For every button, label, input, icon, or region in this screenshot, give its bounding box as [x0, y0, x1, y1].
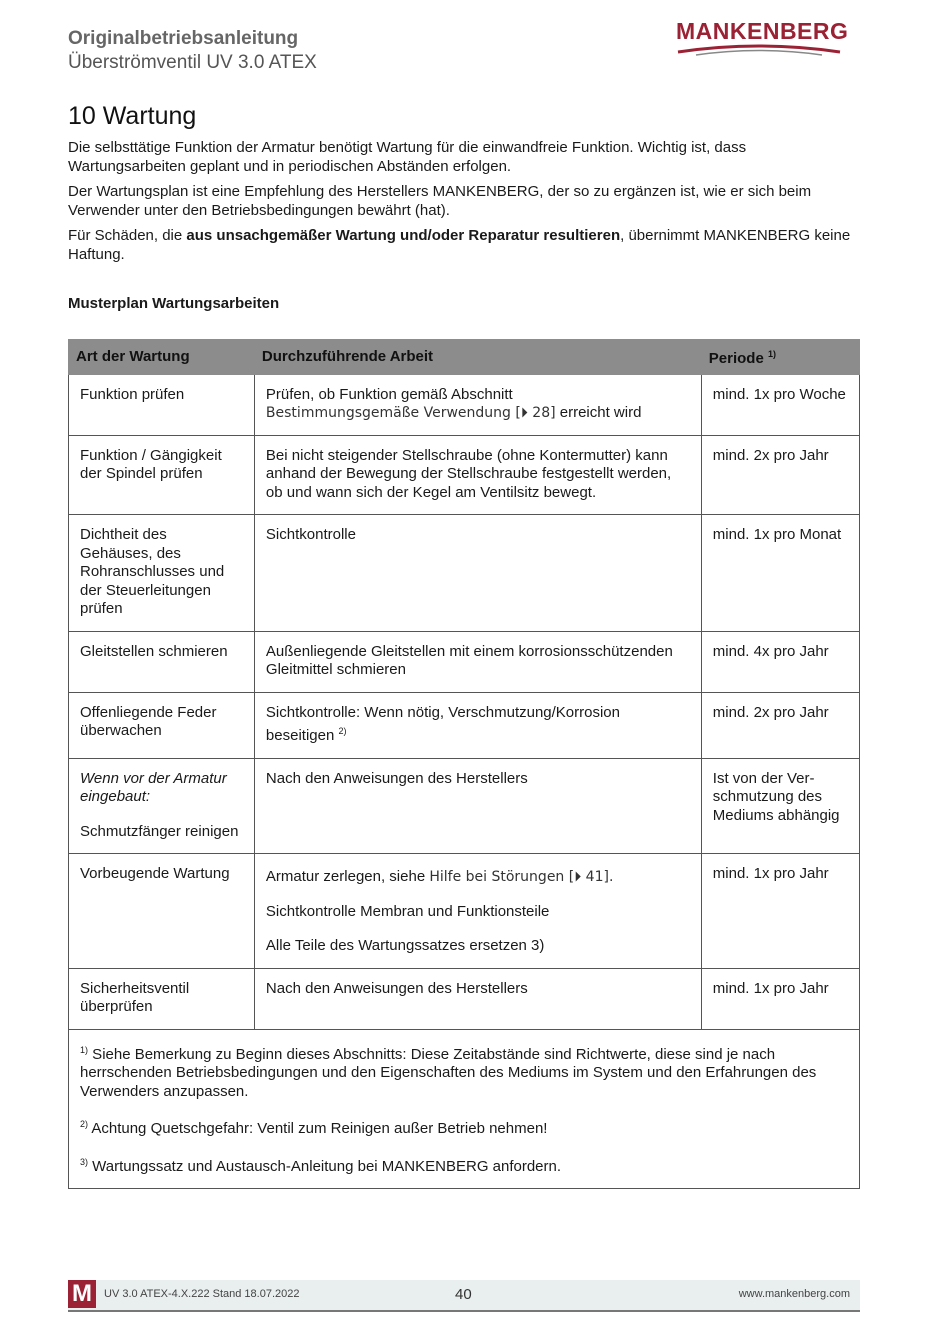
mankenberg-logo	[676, 18, 849, 58]
cell-arbeit: Sichtkontrolle	[254, 515, 701, 632]
col-header-arbeit: Durchzuführende Arbeit	[254, 340, 701, 375]
footnote-ref: 2)	[338, 726, 347, 736]
footnote-text: Siehe Bemerkung zu Beginn dieses Abschnitts: Diese Zeitabstände sind Richtwerte, diese sind je nach herrschenden Betriebsbedingungen und den Eigenschaften des Mediums im System und den Erfahrungen des Verwenders anzupassen.	[80, 1045, 817, 1100]
page-arrow-icon: ⏵	[574, 869, 582, 885]
table-row	[69, 968, 860, 1029]
arbeit-line	[266, 404, 690, 423]
footer-website-link[interactable]: www.mankenberg.com	[738, 1288, 850, 1300]
art-text: Schmutzfänger reinigen	[80, 822, 239, 840]
col-header-periode	[701, 340, 859, 375]
arbeit-text-end: erreicht wird	[555, 404, 642, 421]
document-header-title: Originalbetriebsanleitung	[68, 28, 299, 49]
intro-paragraph-3	[68, 227, 868, 264]
p3-bold: aus unsachgemäßer Wartung und/oder Reparatur resultieren	[186, 227, 621, 244]
cell-arbeit: Bei nicht steigender Stellschraube (ohne Kontermutter) kann anhand der Bewegung der Stellschraube festgestellt werden, ob und wann sich der Kegel am Ventilsitz bewegt.	[254, 435, 701, 515]
arbeit-text: Armatur zerlegen, siehe	[265, 868, 430, 885]
cross-reference-page[interactable]: 28]	[527, 405, 556, 421]
page-arrow-icon: ⏵	[520, 405, 528, 421]
footnote	[80, 1115, 848, 1139]
logo-swoosh-icon	[676, 42, 842, 56]
cross-reference-link[interactable]: Bestimmungsgemäße Verwendung [	[265, 405, 521, 421]
cell-arbeit	[254, 692, 701, 758]
cell-periode: mind. 1x pro Woche	[701, 374, 859, 435]
logo-text: MANKENBERG	[676, 18, 849, 44]
cell-periode: mind. 1x pro Monat	[701, 515, 859, 632]
cell-art: Offenliegende Feder überwachen	[69, 692, 255, 758]
cell-art: Funktion prüfen	[69, 374, 255, 435]
cell-periode: mind. 1x pro Jahr	[701, 854, 859, 969]
footnote	[80, 1153, 848, 1177]
cell-art: Vorbeugende Wartung	[69, 854, 255, 969]
arbeit-line: Alle Teile des Wartungssatzes ersetzen 3)	[265, 937, 545, 954]
section-heading: 10 Wartung	[68, 102, 197, 130]
cell-arbeit	[254, 374, 701, 435]
cell-art: Gleitstellen schmieren	[69, 631, 255, 692]
table-notes-row	[69, 1029, 860, 1189]
footer-doc-id: UV 3.0 ATEX-4.X.222 Stand 18.07.2022	[104, 1288, 300, 1300]
cell-arbeit: Nach den Anweisungen des Herstellers	[254, 758, 701, 854]
arbeit-line	[266, 868, 690, 887]
intro-paragraph-2: Der Wartungsplan ist eine Empfehlung des Herstellers MANKENBERG, der so zu ergänzen ist, wie er sich beim Verwender unter den Betriebsbedingungen bewährt (hat).	[68, 183, 812, 219]
arbeit-line: Sichtkontrolle Membran und Funktionsteile	[265, 902, 550, 920]
table-row	[69, 374, 860, 435]
table-row	[69, 435, 860, 515]
intro-paragraph-1: Die selbsttätige Funktion der Armatur benötigt Wartung für die einwandfreie Funktion. Wichtig ist, dass Wartungsarbeiten geplant und in periodischen Abständen erfolgen.	[68, 139, 747, 175]
periode-label: Periode	[708, 350, 764, 367]
footnote-number: 2)	[80, 1119, 89, 1129]
plan-title: Musterplan Wartungsarbeiten	[68, 295, 280, 312]
cell-periode: mind. 2x pro Jahr	[701, 435, 859, 515]
cell-art: Funktion / Gängigkeit der Spindel prüfen	[69, 435, 255, 515]
cell-periode: Ist von der Ver-schmutzung des Mediums abhängig	[701, 758, 859, 854]
cell-art: Dichtheit des Gehäuses, des Rohranschlusses und der Steuerleitungen prüfen	[69, 515, 255, 632]
cell-art	[69, 758, 255, 854]
footnote-number: 3)	[80, 1156, 89, 1167]
footnotes-cell	[69, 1029, 860, 1189]
cell-periode: mind. 4x pro Jahr	[701, 631, 859, 692]
table-row	[69, 692, 860, 758]
page-number: 40	[455, 1286, 472, 1303]
arbeit-line: Prüfen, ob Funktion gemäß Abschnitt	[265, 385, 513, 403]
p3-start: Für Schäden, die	[68, 227, 187, 244]
footnote-number: 1)	[80, 1044, 89, 1055]
footnote	[80, 1041, 848, 1102]
footnote-text: Achtung Quetschgefahr: Ventil zum Reinigen außer Betrieb nehmen!	[88, 1120, 548, 1137]
col-header-art: Art der Wartung	[69, 340, 255, 375]
cell-periode: mind. 2x pro Jahr	[701, 692, 859, 758]
table-header-row	[69, 340, 860, 375]
cross-reference-page[interactable]: 41].	[581, 869, 614, 885]
table-row	[69, 631, 860, 692]
document-header-subtitle: Überströmventil UV 3.0 ATEX	[68, 52, 317, 73]
cell-arbeit: Nach den Anweisungen des Herstellers	[254, 968, 701, 1029]
table-row	[69, 515, 860, 632]
periode-footnote-ref: 1)	[767, 349, 776, 359]
cell-arbeit	[254, 854, 701, 969]
cell-periode: mind. 1x pro Jahr	[701, 968, 859, 1029]
maintenance-table	[68, 339, 860, 1189]
page-footer	[68, 1280, 860, 1312]
cell-arbeit: Außenliegende Gleitstellen mit einem korrosionsschützenden Gleitmittel schmieren	[254, 631, 701, 692]
footnote-text: Wartungssatz und Austausch-Anleitung bei MANKENBERG anfordern.	[88, 1157, 562, 1175]
footer-logo-icon: M	[68, 1280, 96, 1308]
intro-text	[68, 139, 868, 271]
cross-reference-link[interactable]: Hilfe bei Störungen [	[429, 869, 575, 885]
cell-art: Sicherheitsventil überprüfen	[69, 968, 255, 1029]
table-row	[69, 854, 860, 969]
condition-note: Wenn vor der Armatur eingebaut:	[80, 769, 227, 805]
arbeit-text: Sichtkontrolle: Wenn nötig, Verschmutzung/Korrosion beseitigen	[265, 703, 620, 744]
p3-end: , übernimmt MANKENBERG keine Haftung.	[68, 227, 851, 263]
table-row	[69, 758, 860, 854]
